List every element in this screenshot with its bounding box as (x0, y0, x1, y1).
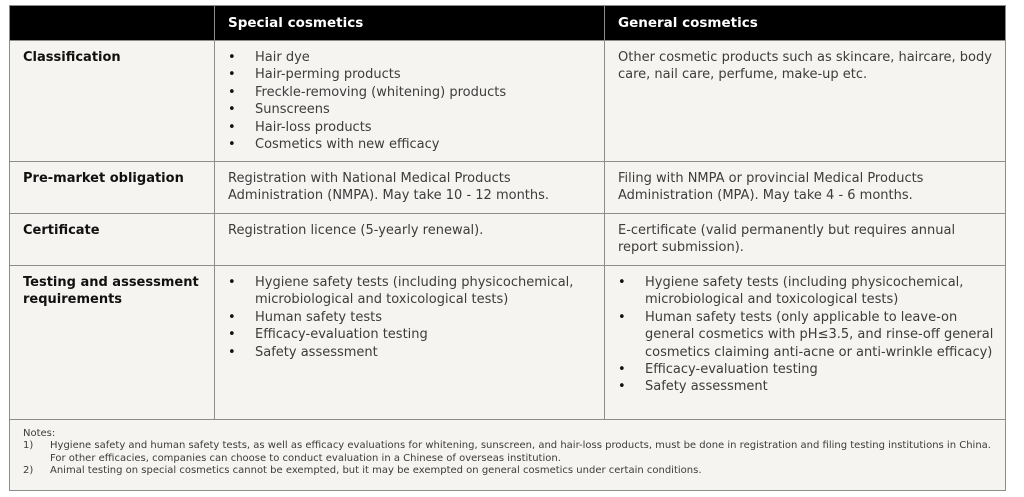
list-item: • Hair-perming products (228, 66, 594, 83)
special-cell: Registration licence (5-yearly renewal). (215, 214, 605, 266)
cosmetics-comparison-table (9, 5, 1006, 491)
note-number: 2) (23, 464, 34, 476)
general-cell (605, 266, 1006, 420)
bullet-list (618, 274, 995, 396)
header-special-cosmetics: Special cosmetics (215, 6, 605, 41)
row-pre-market-obligation (10, 162, 1006, 214)
list-item: • Hygiene safety tests (including physicochemical, microbiological and toxicological tests) (228, 274, 594, 309)
header-row (10, 6, 1006, 41)
row-certificate (10, 214, 1006, 266)
special-cell: Registration with National Medical Products Administration (NMPA). May take 10 - 12 months. (215, 162, 605, 214)
general-cell: Filing with NMPA or provincial Medical Products Administration (MPA). May take 4 - 6 months. (605, 162, 1006, 214)
special-cell (215, 41, 605, 162)
list-item: • Sunscreens (228, 101, 594, 118)
general-cell: E-certificate (valid permanently but requires annual report submission). (605, 214, 1006, 266)
general-cell: Other cosmetic products such as skincare, haircare, body care, nail care, perfume, make-up etc. (605, 41, 1006, 162)
note-text: Animal testing on special cosmetics cannot be exempted, but it may be exempted on general cosmetics under certain conditions. (50, 464, 702, 476)
row-testing-assessment (10, 266, 1006, 420)
header-empty-cell (10, 6, 215, 41)
list-item: • Hair-loss products (228, 119, 594, 136)
special-cell (215, 266, 605, 420)
row-label: Certificate (10, 214, 215, 266)
list-item: • Human safety tests (only applicable to leave-on general cosmetics with pH≤3.5, and rinse-off general cosmetics claiming anti-acne or anti-wrinkle efficacy) (618, 309, 995, 361)
row-classification (10, 41, 1006, 162)
row-label: Pre-market obligation (10, 162, 215, 214)
list-item: • Safety assessment (228, 344, 594, 361)
list-item: • Hair dye (228, 49, 594, 66)
note-item (23, 465, 995, 477)
row-label: Testing and assessment requirements (10, 266, 215, 420)
list-item: • Safety assessment (618, 378, 995, 395)
bullet-list (228, 274, 594, 361)
note-text: Hygiene safety and human safety tests, as well as efficacy evaluations for whitening, sunscreen, and hair-loss products, must be done in registration and filing testing institutions in China. For other efficacies, companies can choose to conduct evaluation in a Chinese of overseas institution. (50, 440, 991, 464)
list-item: • Cosmetics with new efficacy (228, 136, 594, 153)
list-item: • Freckle-removing (whitening) products (228, 84, 594, 101)
list-item: • Efficacy-evaluation testing (618, 361, 995, 378)
notes-cell (10, 420, 1006, 491)
header-general-cosmetics: General cosmetics (605, 6, 1006, 41)
list-item: • Efficacy-evaluation testing (228, 326, 594, 343)
note-item (23, 440, 995, 465)
list-item: • Human safety tests (228, 309, 594, 326)
list-item: • Hygiene safety tests (including physicochemical, microbiological and toxicological tests) (618, 274, 995, 309)
note-number: 1) (23, 440, 34, 452)
notes-row (10, 420, 1006, 491)
bullet-list (228, 49, 594, 153)
notes-title: Notes: (23, 428, 56, 439)
row-label: Classification (10, 41, 215, 162)
